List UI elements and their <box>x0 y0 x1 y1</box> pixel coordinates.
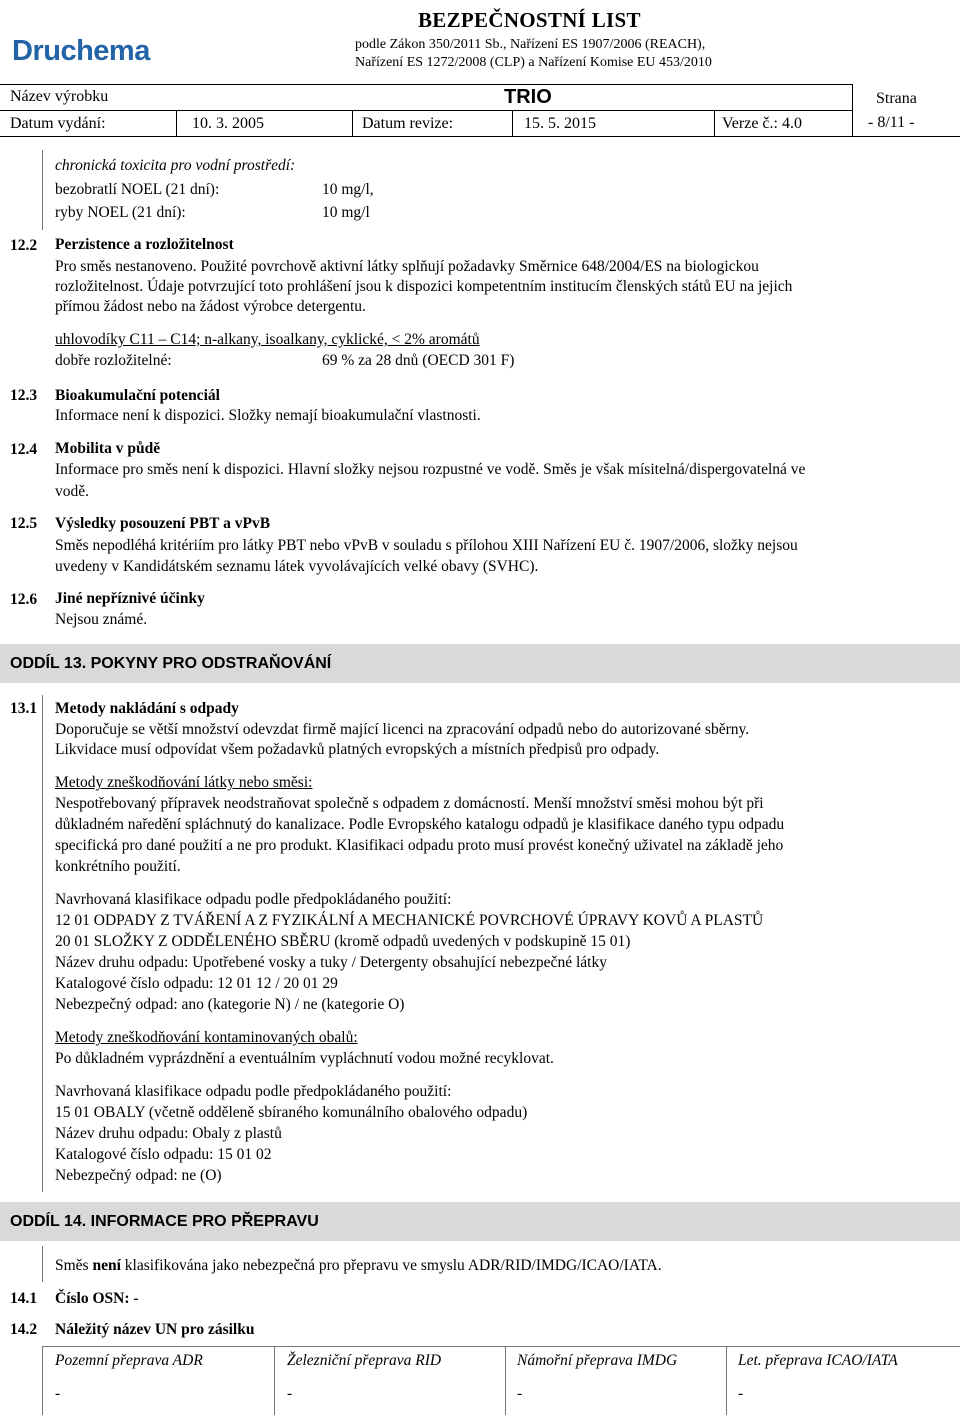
paragraph-line: 12 01 ODPADY Z TVÁŘENÍ A Z FYZIKÁLNÍ A MECHANICKÉ POVRCHOVÉ ÚPRAVY KOVŮ A PLASTŮ <box>55 912 764 929</box>
invertebrate-noel-value: 10 mg/l, <box>322 181 374 198</box>
fish-noel-value: 10 mg/l <box>322 204 370 221</box>
paragraph-line: rozložitelnost. Údaje potvrzující toto prohlášení jsou k dispozici kompetentním institucím členských států EU na jejich <box>55 278 793 295</box>
paragraph-line: 20 01 SLOŽKY Z ODDĚLENÉHO SBĚRU (kromě odpadů uvedených v podskupině 15 01) <box>55 933 631 950</box>
paragraph-line: Nebezpečný odpad: ne (O) <box>55 1167 222 1184</box>
druchema-logo <box>10 30 180 70</box>
paragraph-line: přímou žádost nebo na žádost výrobce detergentu. <box>55 298 366 315</box>
subheading: Metody zneškodňování kontaminovaných obalů: <box>55 1029 358 1046</box>
table-header-cell: Železniční přeprava RID <box>287 1352 442 1369</box>
header-divider <box>352 111 353 136</box>
intro-text: klasifikována jako nebezpečná pro přepravu ve smyslu ADR/RID/IMDG/ICAO/IATA. <box>120 1257 662 1274</box>
degradability-value: 69 % za 28 dnů (OECD 301 F) <box>322 352 515 369</box>
table-header-cell: Pozemní přeprava ADR <box>55 1352 203 1369</box>
paragraph-line: uvedeny v Kandidátském seznamu látek vyvolávajících velké obavy (SVHC). <box>55 558 539 575</box>
paragraph-line: Pro směs nestanoveno. Použité povrchově aktivní látky splňují požadavky Směrnice 648/2004/ES na biologickou <box>55 258 759 275</box>
invertebrate-noel-label: bezobratlí NOEL (21 dní): <box>55 181 220 198</box>
section-14-title: ODDÍL 14. INFORMACE PRO PŘEPRAVU <box>10 1213 319 1230</box>
table-cell: - <box>287 1385 293 1402</box>
paragraph-line: Likvidace musí odpovídat všem požadavků platných evropských a místních předpisů pro odpady. <box>55 741 660 758</box>
header-divider <box>176 111 177 136</box>
paragraph-line: Navrhovaná klasifikace odpadu podle předpokládaného použití: <box>55 891 452 908</box>
intro-emphasis: není <box>92 1257 121 1274</box>
substance-name: uhlovodíky C11 – C14; n-alkany, isoalkany, cyklické, < 2% aromátů <box>55 331 480 348</box>
table-rule <box>42 1346 43 1415</box>
paragraph-line: Nejsou známé. <box>55 611 148 628</box>
paragraph-line: konkrétního použití. <box>55 858 181 875</box>
table-header-cell: Let. přeprava ICAO/IATA <box>738 1352 898 1369</box>
paragraph-line: Informace pro směs není k dispozici. Hlavní složky nejsou rozpustné ve vodě. Směs je však mísitelná/dispergovatelná ve <box>55 461 806 478</box>
table-rule <box>726 1346 727 1415</box>
paragraph-line: Doporučuje se větší množství odevzdat firmě mající licenci na zpracování odpadů nebo do autorizované sběrny. <box>55 721 750 738</box>
issue-date: 10. 3. 2005 <box>192 115 264 132</box>
fish-noel-label: ryby NOEL (21 dní): <box>55 204 186 221</box>
section-title: Perzistence a rozložitelnost <box>55 236 234 253</box>
paragraph-line: Nebezpečný odpad: ano (kategorie N) / ne (kategorie O) <box>55 996 405 1013</box>
document-title: BEZPEČNOSTNÍ LIST <box>418 8 641 32</box>
issue-label: Datum vydání: <box>10 115 106 132</box>
paragraph-line: Katalogové číslo odpadu: 12 01 12 / 20 01 29 <box>55 975 338 992</box>
regulation-line-1: podle Zákon 350/2011 Sb., Nařízení ES 1907/2006 (REACH), <box>355 37 706 52</box>
paragraph-line: Navrhovaná klasifikace odpadu podle předpokládaného použití: <box>55 1083 452 1100</box>
header-divider <box>0 110 852 111</box>
header-divider <box>512 111 513 136</box>
section-number: 12.3 <box>10 387 38 404</box>
section-number: 12.6 <box>10 591 38 608</box>
header-divider <box>0 136 960 137</box>
page-number: - 8/11 - <box>868 114 915 131</box>
margin-rule <box>42 1246 43 1282</box>
transport-intro <box>55 1256 662 1276</box>
paragraph-line: Název druhu odpadu: Upotřebené vosky a tuky / Detergenty obsahující nebezpečné látky <box>55 954 607 971</box>
logo-text: Druchema <box>12 35 150 67</box>
paragraph-line: Směs nepodléhá kritériím pro látky PBT nebo vPvB v souladu s přílohou XIII Nařízení EU č. 1907/2006, složky nejsou <box>55 537 798 554</box>
section-title: Jiné nepříznivé účinky <box>55 590 205 607</box>
revision-label: Datum revize: <box>362 115 454 132</box>
section-title: Výsledky posouzení PBT a vPvB <box>55 515 271 532</box>
table-cell: - <box>517 1385 523 1402</box>
regulation-line-2: Nařízení ES 1272/2008 (CLP) a Nařízení Komise EU 453/2010 <box>355 55 712 70</box>
section-title: Metody nakládání s odpady <box>55 700 239 717</box>
header-divider <box>852 84 853 136</box>
section-title: Bioakumulační potenciál <box>55 387 220 404</box>
version-label: Verze č.: 4.0 <box>722 115 802 132</box>
table-rule <box>42 1346 960 1347</box>
product-label: Název výrobku <box>10 88 109 105</box>
paragraph-line: Nespotřebovaný přípravek neodstraňovat společně s odpadem z domácností. Menší množství směsi mohou být při <box>55 795 764 812</box>
table-rule <box>274 1346 275 1415</box>
page-label: Strana <box>876 90 917 107</box>
paragraph-line: Po důkladném vyprázdnění a eventuálním vypláchnutí vodou možné recyklovat. <box>55 1050 554 1067</box>
revision-date: 15. 5. 2015 <box>524 115 596 132</box>
section-number: 12.4 <box>10 441 38 458</box>
section-number: 14.1 <box>10 1290 38 1307</box>
paragraph-line: Informace není k dispozici. Složky nemají bioakumulační vlastnosti. <box>55 407 481 424</box>
paragraph-line: důkladném naředění spláchnutý do kanalizace. Podle Evropského katalogu odpadů je klasifikace daného typu odpadu <box>55 816 785 833</box>
paragraph-line: specifická pro dané použití a ne pro produkt. Klasifikaci odpadu proto musí provést konečný uživatel na základě jeho <box>55 837 784 854</box>
table-cell: - <box>738 1385 744 1402</box>
section-title: Číslo OSN: - <box>55 1290 139 1307</box>
section-title: Mobilita v půdě <box>55 440 161 457</box>
section-number: 14.2 <box>10 1321 38 1338</box>
paragraph-line: 15 01 OBALY (včetně odděleně sbíraného komunálního obalového odpadu) <box>55 1104 528 1121</box>
table-cell: - <box>55 1385 61 1402</box>
header-divider <box>714 111 715 136</box>
margin-rule <box>42 150 43 230</box>
section-13-title: ODDÍL 13. POKYNY PRO ODSTRAŇOVÁNÍ <box>10 655 332 672</box>
table-rule <box>505 1346 506 1415</box>
header-divider <box>0 84 852 85</box>
section-number: 12.5 <box>10 515 38 532</box>
section-number: 13.1 <box>10 700 38 717</box>
subheading: Metody zneškodňování látky nebo směsi: <box>55 774 313 791</box>
paragraph-line: Katalogové číslo odpadu: 15 01 02 <box>55 1146 272 1163</box>
paragraph-line: vodě. <box>55 483 90 500</box>
intro-text: Směs <box>55 1257 93 1274</box>
margin-rule <box>42 695 43 1192</box>
degradability-label: dobře rozložitelné: <box>55 352 172 369</box>
table-header-cell: Námořní přeprava IMDG <box>517 1352 678 1369</box>
chronic-toxicity-label: chronická toxicita pro vodní prostředí: <box>55 157 296 174</box>
paragraph-line: Název druhu odpadu: Obaly z plastů <box>55 1125 282 1142</box>
section-title: Náležitý název UN pro zásilku <box>55 1321 255 1338</box>
product-name: TRIO <box>504 86 552 108</box>
section-number: 12.2 <box>10 237 38 254</box>
